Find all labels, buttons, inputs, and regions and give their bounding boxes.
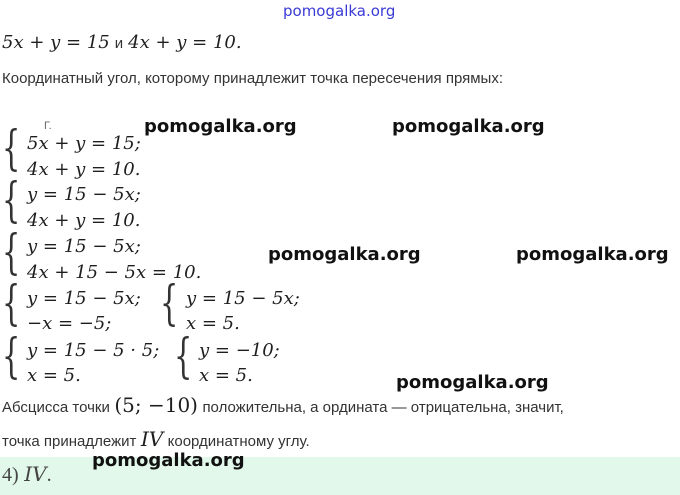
brace-icon: { [160,275,179,331]
system-3-line-1: y = 15 − 5x; [27,236,141,257]
conclusion-line-2 [2,427,310,451]
system-2-line-1: y = 15 − 5x; [27,184,141,205]
watermark: pomogalka.org [396,372,549,393]
equation-2: 4x + y = 10. [128,32,242,53]
brace-icon: { [174,328,193,384]
top-equation [2,32,242,53]
brace-icon: { [2,275,21,331]
system-4-line-1: y = 15 − 5x; [27,288,141,309]
system-6-line-1: y = 15 − 5 · 5; [27,340,160,361]
conjunction: и [114,35,124,52]
conclusion-text-1: Абсцисса точки [2,399,110,416]
quadrant-label: IV [140,427,164,451]
brace-icon: { [2,328,21,384]
system-5-line-1: y = 15 − 5x; [186,288,300,309]
system-5-line-2: x = 5. [186,313,240,334]
site-header: pomogalka.org [283,2,396,20]
question-text: Координатный угол, которому принадлежит точка пересечения прямых: [2,70,504,87]
point-coordinates: (5; −10) [114,393,198,417]
system-2-line-2: 4x + y = 10. [27,210,141,231]
system-1-line-1: 5x + y = 15; [27,133,141,154]
brace-icon: { [2,172,21,228]
brace-icon: { [2,120,21,176]
system-3-line-2: 4x + 15 − 5x = 10. [27,262,202,283]
system-4-line-2: −x = −5; [27,313,112,334]
system-7-line-2: x = 5. [199,365,253,386]
equation-1: 5x + y = 15 [2,32,110,53]
watermark: pomogalka.org [144,116,297,137]
answer-number: 4) [2,464,19,486]
conclusion-line-1 [2,393,564,417]
conclusion-text-3: точка принадлежит [2,433,137,450]
watermark: pomogalka.org [92,450,245,471]
system-6-line-2: x = 5. [27,365,81,386]
system-1-line-2: 4x + y = 10. [27,159,141,180]
system-7-line-1: y = −10; [199,340,280,361]
brace-icon: { [2,224,21,280]
cut-mark: Г. [44,120,52,132]
answer-line [2,462,52,487]
watermark: pomogalka.org [516,244,669,265]
watermark: pomogalka.org [268,244,421,265]
answer-dot: . [46,464,52,486]
conclusion-text-4: координатному углу. [167,433,310,450]
answer-value: IV [24,462,47,486]
conclusion-text-2: положительна, а ордината — отрицательна, значит, [202,399,564,416]
watermark: pomogalka.org [392,116,545,137]
